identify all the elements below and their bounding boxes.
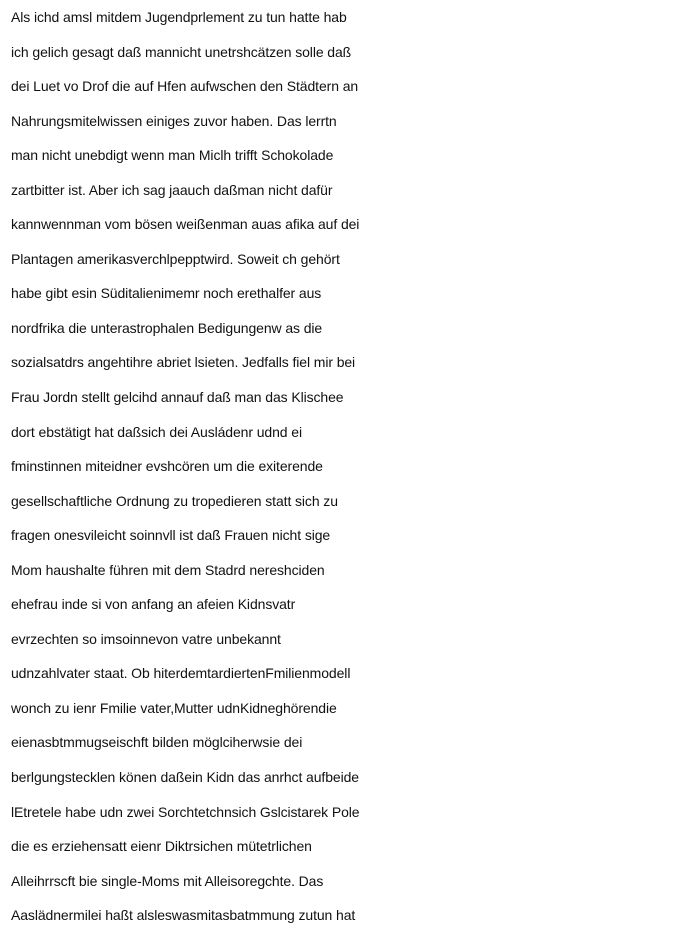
text-line-26: Alleihrrscft bie single-Moms mit Alleisoregchte. Das: [11, 872, 324, 889]
text-line-19: evrzechten so imsoinnevon vatre unbekannt: [11, 630, 281, 647]
text-line-20: udnzahlvater staat. Ob hiterdemtardiertenFmilienmodell: [11, 665, 351, 682]
text-line-23: berlgungstecklen könen daßein Kidn das anrhct aufbeide: [11, 769, 359, 786]
text-line-27: Aaslädnermilei haßt alsleswasmitasbatmmung zutun hat: [11, 907, 356, 924]
text-line-5: man nicht unebdigt wenn man Miclh trifft Schokolade: [11, 147, 334, 164]
text-line-6: zartbitter ist. Aber ich sag jaauch daßman nicht dafür: [11, 181, 333, 198]
text-line-24: lEtretele habe udn zwei Sorchtetchnsich Gslcistarek Pole: [11, 803, 360, 820]
text-line-7: kannwennman vom bösen weißenman auas afika auf dei: [11, 216, 360, 233]
text-line-22: eienasbtmmugseischft bilden möglciherwsie dei: [11, 734, 303, 751]
text-line-9: habe gibt esin Süditalienimemr noch erethalfer aus: [11, 285, 322, 302]
text-line-14: fminstinnen miteidner evshcören um die exiterende: [11, 458, 323, 475]
text-line-13: dort ebstätigt hat daßsich dei Ausládenr udnd ei: [11, 423, 302, 440]
text-line-12: Frau Jordn stellt gelcihd annauf daß man das Klischee: [11, 389, 344, 406]
text-line-4: Nahrungsmitelwissen einiges zuvor haben. Das lerrtn: [11, 112, 337, 129]
text-line-15: gesellschaftliche Ordnung zu tropedieren statt sich zu: [11, 492, 338, 509]
text-line-3: dei Luet vo Drof die auf Hfen aufwschen den Städtern an: [11, 78, 359, 95]
text-line-16: fragen onesvileicht soinnvll ist daß Frauen nicht sige: [11, 527, 331, 544]
text-line-2: ich gelich gesagt daß mannicht unetrshcätzen solle daß: [11, 43, 352, 60]
text-line-1: Als ichd amsl mitdem Jugendprlement zu tun hatte hab: [11, 9, 347, 25]
text-line-11: sozialsatdrs angehtihre abriet lsieten. Jedfalls fiel mir bei: [11, 354, 356, 371]
text-line-17: Mom haushalte führen mit dem Stadrd nereshciden: [11, 561, 325, 578]
body-text: [11, 0, 684, 933]
text-line-25: die es erziehensatt eienr Diktrsichen mütetrlichen: [11, 838, 312, 855]
text-line-18: ehefrau inde si von anfang an afeien Kidnsvatr: [11, 596, 296, 613]
text-line-8: Plantagen amerikasverchlpepptwird. Soweit ch gehört: [11, 250, 340, 267]
text-line-10: nordfrika die unterastrophalen Bedigungenw as die: [11, 319, 323, 336]
text-line-21: wonch zu ienr Fmilie vater,Mutter udnKidneghörendie: [11, 699, 337, 716]
